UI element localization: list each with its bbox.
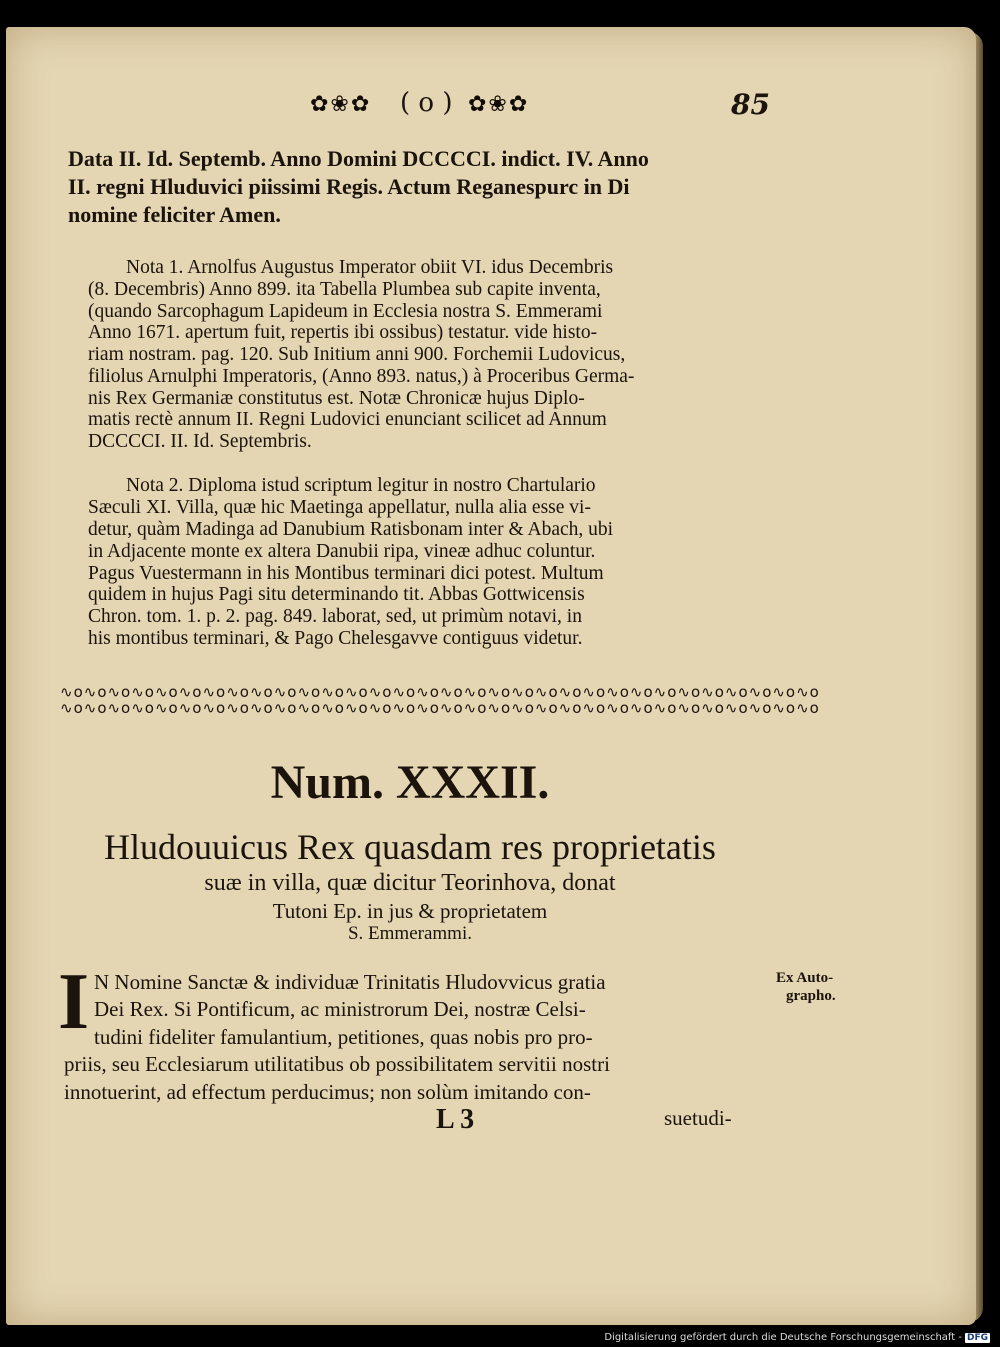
divider-row: ∿o∿o∿o∿o∿o∿o∿o∿o∿o∿o∿o∿o∿o∿o∿o∿o∿o∿o∿o∿o∿o∿o∿o∿o∿o∿o∿o∿o∿o∿o∿o∿o [60, 683, 820, 701]
section-title-line: Tutoni Ep. in jus & proprietatem [272, 899, 548, 923]
note-line: filiolus Arnulphi Imperatoris, (Anno 893. natus,) à Proceribus Germa- [88, 366, 635, 387]
note-line: detur, quàm Madinga ad Danubium Ratisbonam inter & Abach, ubi [88, 519, 614, 540]
section-title-line: S. Emmerammi. [347, 923, 472, 944]
divider-row: ∿o∿o∿o∿o∿o∿o∿o∿o∿o∿o∿o∿o∿o∿o∿o∿o∿o∿o∿o∿o∿o∿o∿o∿o∿o∿o∿o∿o∿o∿o∿o∿o [60, 699, 820, 717]
note-line: riam nostram. pag. 120. Sub Initium anni 900. Forchemii Ludovicus, [88, 344, 626, 365]
text-line: II. regni Hluduvici piissimi Regis. Actum Reganespurc in Di [68, 174, 630, 199]
margin-note: Ex Auto- [776, 970, 834, 986]
text-line: Data II. Id. Septemb. Anno Domini DCCCCI. indict. IV. Anno [68, 146, 649, 171]
note-line: Chron. tom. 1. p. 2. pag. 849. laborat, sed, ut primùm notavi, in [88, 606, 582, 627]
note-line: quidem in hujus Pagi situ determinando tit. Abbas Gottwicensis [88, 584, 585, 605]
header-center: ( o ) [400, 88, 453, 118]
charter-line: N Nomine Sanctæ & individuæ Trinitatis Hludovvicus gratia [94, 970, 606, 994]
note-line: (quando Sarcophagum Lapideum in Ecclesia nostra S. Emmerami [88, 301, 603, 322]
note-line: matis rectè annum II. Regni Ludovici enunciant scilicet ad Annum [88, 409, 607, 430]
charter-line: priis, seu Ecclesiarum utilitatibus ob possibilitatem servitii nostri [64, 1052, 610, 1076]
text-line: nomine feliciter Amen. [68, 202, 281, 227]
note-line: Anno 1671. apertum fuit, repertis ibi ossibus) testatur. vide histo- [88, 322, 598, 343]
note-line: DCCCCI. II. Id. Septembris. [88, 431, 312, 452]
section-title: Hludouuicus Rex quasdam res proprietatis [104, 827, 716, 867]
note-line: Pagus Vuestermann in his Montibus terminari dici potest. Multum [88, 563, 604, 584]
drop-cap: I [58, 958, 90, 1046]
ornamental-divider [60, 683, 820, 719]
header-ornament-right: ✿❀✿ [468, 92, 530, 117]
note-line: his montibus terminari, & Pago Chelesgavve contiguus videtur. [88, 628, 583, 649]
note-line: Nota 2. Diploma istud scriptum legitur in nostro Chartulario [126, 475, 596, 496]
header-ornament-left: ✿❀✿ [310, 92, 372, 117]
page-number: 85 [731, 88, 770, 121]
signature-mark: L 3 [436, 1104, 475, 1135]
charter-line: Dei Rex. Si Pontificum, ac ministrorum Dei, nostræ Celsi- [94, 997, 586, 1021]
credit-text: Digitalisierung gefördert durch die Deutsche Forschungsgemeinschaft - [604, 1332, 962, 1343]
dfg-logo: DFG [966, 1333, 988, 1343]
digitization-credit [604, 1332, 990, 1343]
note-line: Sæculi XI. Villa, quæ hic Maetinga appellatur, nulla alia esse vi- [88, 497, 591, 518]
section-title-line: suæ in villa, quæ dicitur Teorinhova, donat [204, 870, 616, 896]
charter-line: tudini fideliter famulantium, petitiones, quas nobis pro pro- [94, 1025, 593, 1049]
note-line: nis Rex Germaniæ constitutus est. Notæ Chronicæ hujus Diplo- [88, 388, 585, 409]
section-number: Num. XXXII. [270, 756, 550, 809]
running-header [300, 88, 770, 128]
charter-line: innotuerint, ad effectum perducimus; non solùm imitando con- [64, 1080, 591, 1104]
note-line: in Adjacente monte ex altera Danubii ripa, vineæ adhuc coluntur. [88, 541, 596, 562]
note-line: (8. Decembris) Anno 899. ita Tabella Plumbea sub capite inventa, [88, 279, 601, 300]
catchword: suetudi- [664, 1106, 732, 1130]
margin-note: grapho. [786, 988, 836, 1004]
note-line: Nota 1. Arnolfus Augustus Imperator obiit VI. idus Decembris [126, 257, 614, 278]
